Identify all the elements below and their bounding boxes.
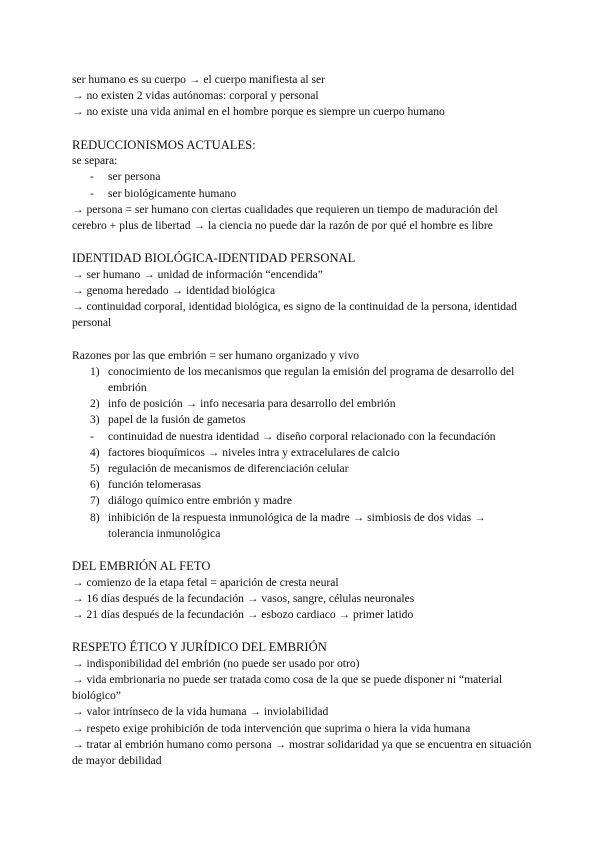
list-item-text: inhibición de la respuesta inmunológica de la madre → simbiosis de dos vidas → tolerancia inmunológica <box>108 510 486 540</box>
list-marker: 3) <box>90 413 100 427</box>
section-line: → respeto exige prohibición de toda intervención que suprima o hiera la vida humana <box>72 721 471 735</box>
respeto-section <box>72 639 532 769</box>
list-marker: - <box>90 429 94 443</box>
list-item-text: diálogo químico entre embrión y madre <box>108 494 292 508</box>
list-marker: 6) <box>90 478 100 492</box>
identidad-section <box>72 250 532 331</box>
intro-section <box>72 72 532 121</box>
list-marker: - <box>90 170 94 184</box>
list-item-text: ser biológicamente humano <box>108 186 237 200</box>
list-item-text: conocimiento de los mecanismos que regulan la emisión del programa de desarrollo del embrión <box>108 364 515 395</box>
section-heading: REDUCCIONISMOS ACTUALES: <box>72 137 256 152</box>
section-line: → indisponibilidad del embrión (no puede ser usado por otro) <box>72 656 360 670</box>
list-item-text: ser persona <box>108 170 161 184</box>
list-item <box>72 429 532 445</box>
list-item-text: factores bioquímicos → niveles intra y extracelulares de calcio <box>108 445 400 459</box>
intro-line: → no existen 2 vidas autónomas: corporal y personal <box>72 89 319 103</box>
list-item <box>72 364 532 396</box>
section-line: → genoma heredado → identidad biológica <box>72 284 276 298</box>
section-line: → ser humano → unidad de información “encendida” <box>72 267 323 281</box>
list-marker: - <box>90 186 94 200</box>
section-line: → comienzo de la etapa fetal = aparición de cresta neural <box>72 575 339 589</box>
document-page <box>72 72 532 769</box>
list-marker: 4) <box>90 445 100 459</box>
list-item <box>72 169 532 185</box>
feto-section <box>72 558 532 623</box>
list-marker: 2) <box>90 397 100 411</box>
section-line: → vida embrionaria no puede ser tratada como cosa de la que se puede disponer ni “material biológico” <box>72 673 503 703</box>
intro-line: → no existe una vida animal en el hombre porque es siempre un cuerpo humano <box>72 105 445 119</box>
section-heading: IDENTIDAD BIOLÓGICA-IDENTIDAD PERSONAL <box>72 251 356 266</box>
section-heading: Razones por las que embrión = ser humano organizado y vivo <box>72 348 360 362</box>
list-item <box>72 445 532 461</box>
paragraph: → persona = ser humano con ciertas cualidades que requieren un tiempo de maduración del cerebro + plus de libertad → la ciencia no puede dar la razón de por qué el hombre es libre <box>72 202 498 233</box>
list-item <box>72 510 532 542</box>
list-marker: 1) <box>90 364 100 378</box>
razones-section <box>72 348 532 542</box>
list-item-text: continuidad de nuestra identidad → diseño corporal relacionado con la fecundación <box>108 429 496 443</box>
section-line: → valor intrínseco de la vida humana → inviolabilidad <box>72 705 329 719</box>
list-item-text: regulación de mecanismos de diferenciación celular <box>108 462 349 476</box>
section-heading: RESPETO ÉTICO Y JURÍDICO DEL EMBRIÓN <box>72 640 327 655</box>
list-item <box>72 412 532 428</box>
list-item-text: función telomerasas <box>108 478 202 492</box>
section-heading: DEL EMBRIÓN AL FETO <box>72 559 211 574</box>
list-item <box>72 186 532 202</box>
reduccionismos-section <box>72 137 532 235</box>
section-line: → 21 días después de la fecundación → esbozo cardiaco → primer latido <box>72 608 414 622</box>
list-marker: 7) <box>90 494 100 508</box>
list-item <box>72 396 532 412</box>
section-line: → 16 días después de la fecundación → vasos, sangre, células neuronales <box>72 591 415 605</box>
section-line: → tratar al embrión humano como persona → mostrar solidaridad ya que se encuentra en situación de mayor debilidad <box>72 737 532 768</box>
list-item <box>72 477 532 493</box>
section-line: → continuidad corporal, identidad biológica, es signo de la continuidad de la persona, identidad personal <box>72 300 517 330</box>
list-item-text: papel de la fusión de gametos <box>108 413 246 427</box>
list-marker: 8) <box>90 510 100 524</box>
intro-line: ser humano es su cuerpo → el cuerpo manifiesta al ser <box>72 73 326 86</box>
list-item <box>72 493 532 509</box>
list-item-text: info de posición → info necesaria para desarrollo del embrión <box>108 397 396 411</box>
section-subtitle: se separa: <box>72 154 118 168</box>
list-marker: 5) <box>90 462 100 476</box>
list-item <box>72 461 532 477</box>
